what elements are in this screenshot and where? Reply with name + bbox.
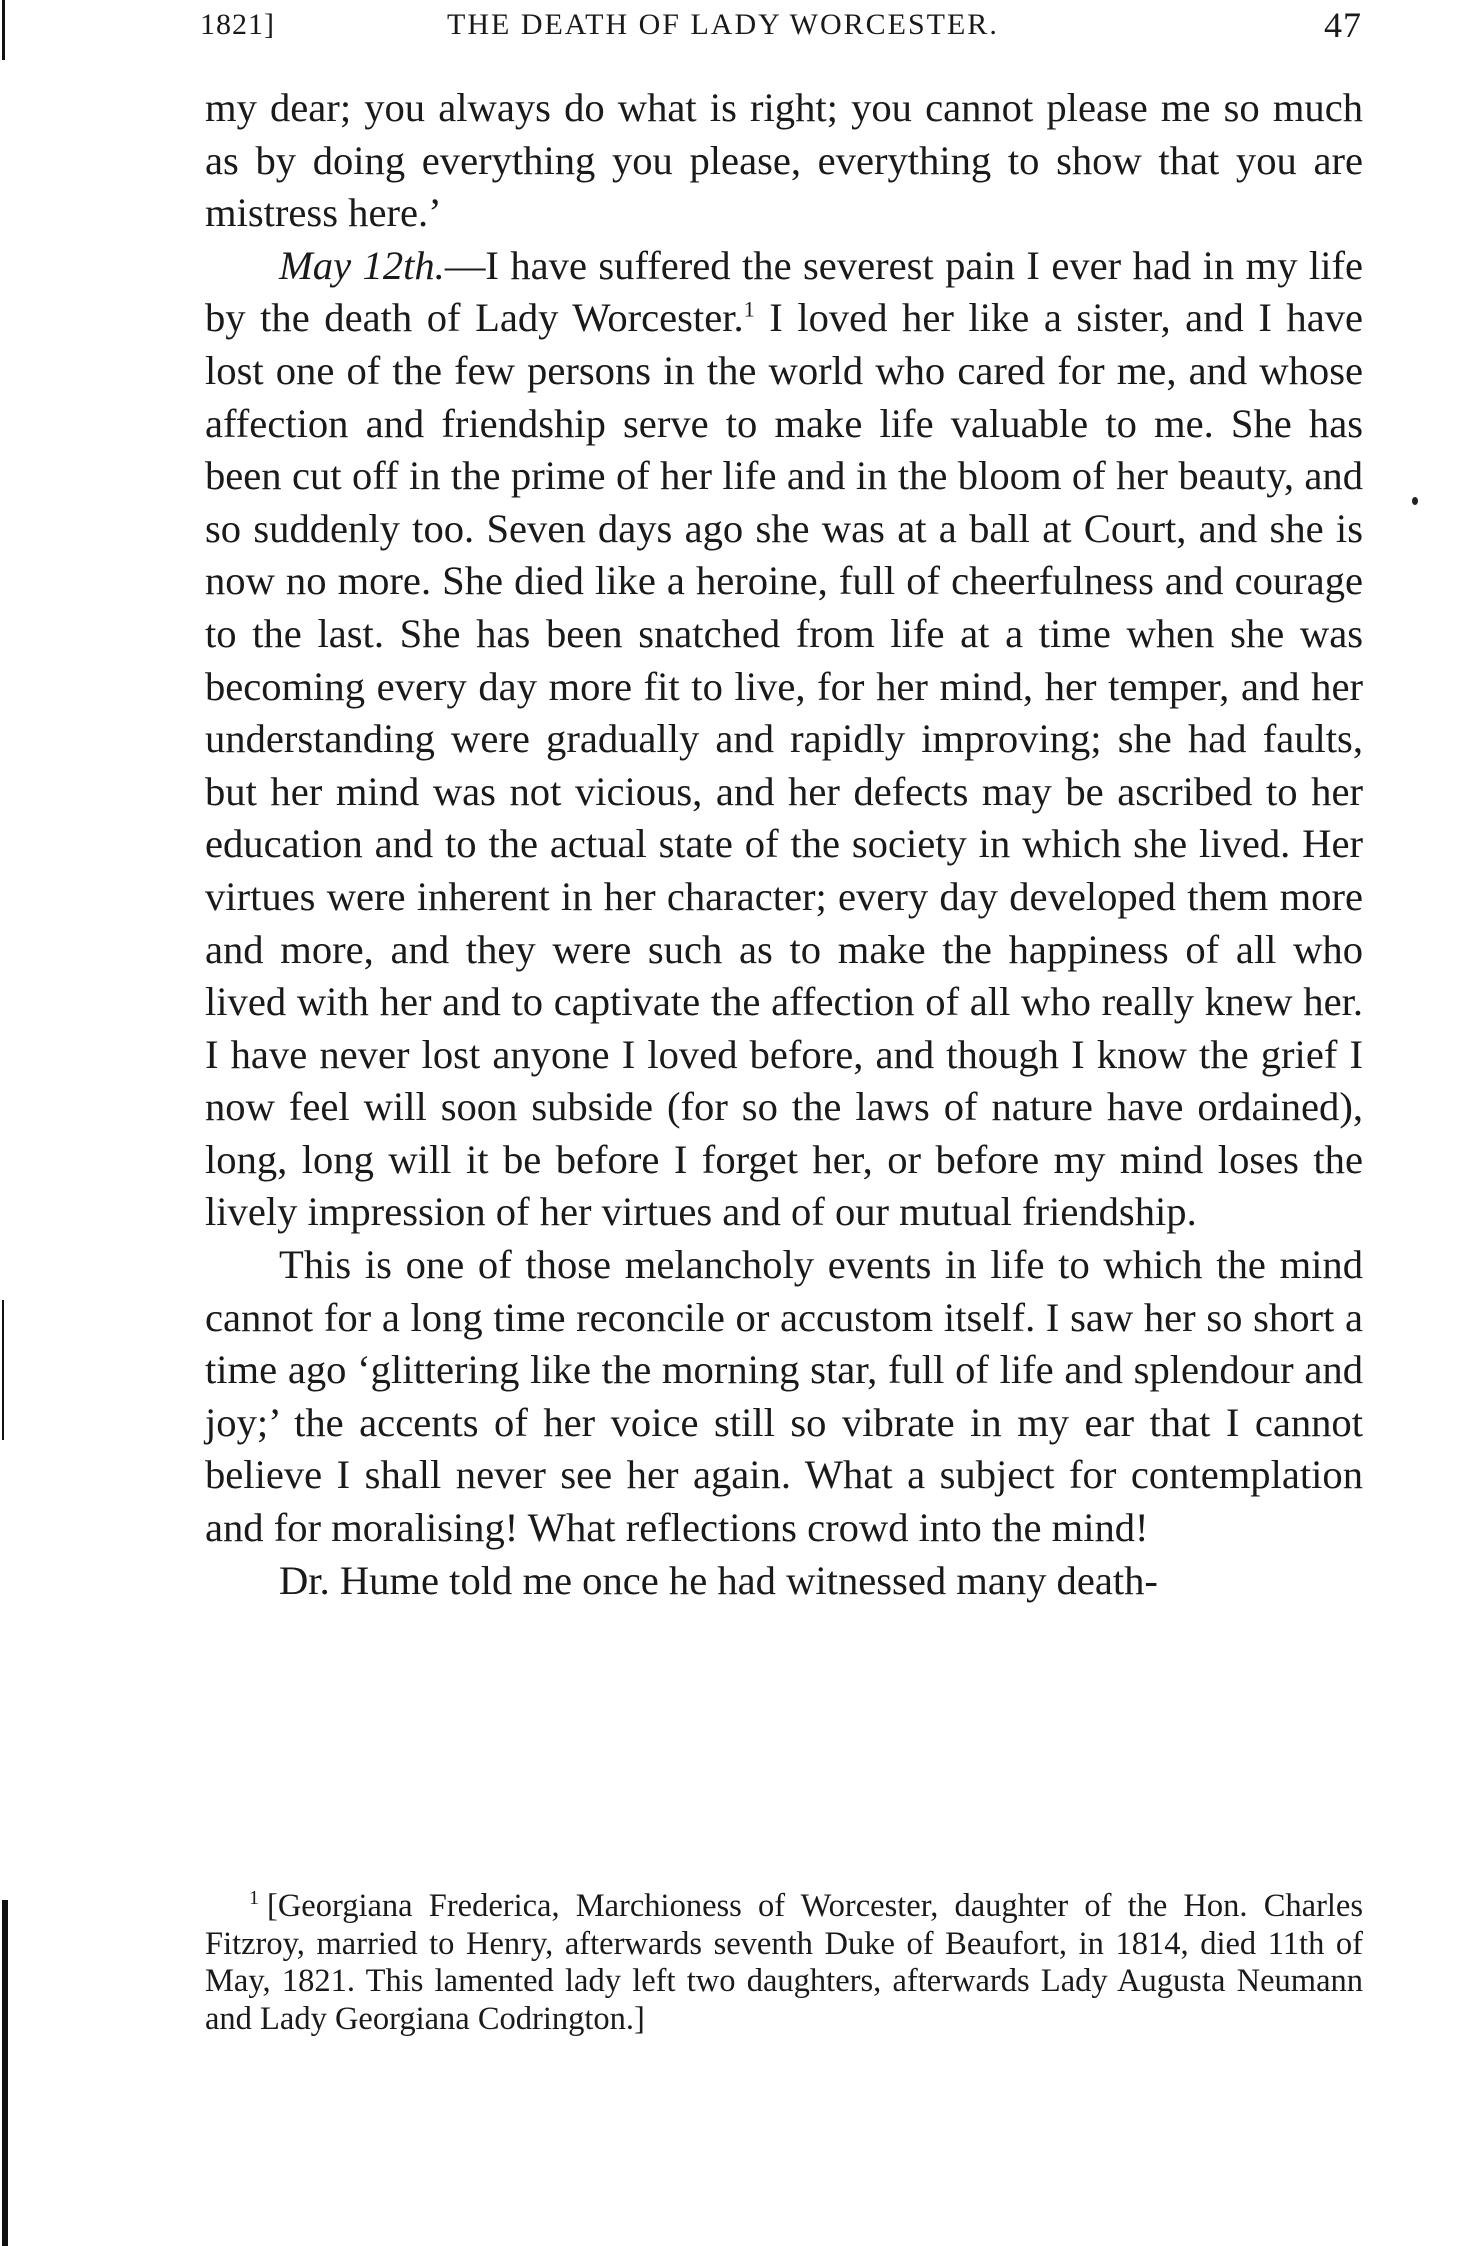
paragraph-4 (205, 1555, 1363, 1608)
paragraph-text: —I have suffered the severest pain I ever had in my life by the death of Lady Worcester. (205, 242, 1363, 341)
scan-edge-top (2, 0, 5, 60)
paragraph-3 (205, 1239, 1363, 1555)
footnote (205, 1888, 1363, 2038)
page-number: 47 (1324, 5, 1362, 45)
paragraph-2 (205, 240, 1363, 1239)
body-text (205, 82, 1363, 1607)
running-head-year: 1821] (200, 8, 275, 41)
footnote-text: [Georgiana Frederica, Marchioness of Worcester, daughter of the Hon. Charles Fitzroy, married to Henry, afterwards seventh Duke of Beaufort, in 1814, died 11th of May, 1821. This lamented lady left two daughters, afterwards Lady Augusta Neumann and Lady Georgiana Codrington.] (205, 1888, 1363, 2037)
footnote-paragraph (205, 1888, 1363, 2038)
diary-date-label: May 12th. (279, 242, 445, 288)
paragraph-text: my dear; you always do what is right; you cannot please me so much as by doing everything you please, everything to show that you are mistress here.’ (205, 85, 1363, 236)
paragraph-text-continued: I loved her like a sister, and I have lost one of the few persons in the world who cared for me, and whose affection and friendship serve to make life valuable to me. She has been cut off in the prime of her life and in the bloom of her beauty, and so suddenly too. Seven days ago she was at a ball at Court, and she is now no more. She died like a heroine, full of cheerfulness and courage to the last. She has been snatched from life at a time when she was becoming every day more fit to live, for her mind, her temper, and her understanding were gradually and rapidly improving; she had faults, but her mind was not vicious, and her defects may be ascribed to her education and to the actual state of the society in which she lived. Her virtues were inherent in her character; every day developed them more and more, and they were such as to make the happiness of all who lived with her and to captivate the affection of all who really knew her. I have never lost anyone I loved before, and though I know the grief I now feel will soon subside (for so the laws of nature have ordained), long, long will it be before I forget her, or before my mind loses the lively impression of her virtues and of our mutual friendship. (205, 295, 1364, 1235)
scan-edge-middle (2, 1300, 4, 1440)
paragraph-1 (205, 82, 1363, 240)
scan-edge-bottom (2, 1900, 8, 2246)
paragraph-text: Dr. Hume told me once he had witnessed many death- (279, 1557, 1158, 1603)
scan-speck (1412, 497, 1418, 505)
running-head-title: THE DEATH OF LADY WORCESTER. (447, 8, 999, 41)
footnote-mark: 1 (249, 1887, 259, 1910)
footnote-reference[interactable]: 1 (743, 296, 755, 322)
running-head (200, 5, 1362, 48)
paragraph-text: This is one of those melancholy events in life to which the mind cannot for a long time reconcile or accustom itself. I saw her so short a time ago ‘glittering like the morning star, full of life and splendour and joy;’ the accents of her voice still so vibrate in my ear that I cannot believe I shall never see her again. What a subject for contemplation and for moralising! What reflections crowd into the mind! (205, 1242, 1363, 1551)
